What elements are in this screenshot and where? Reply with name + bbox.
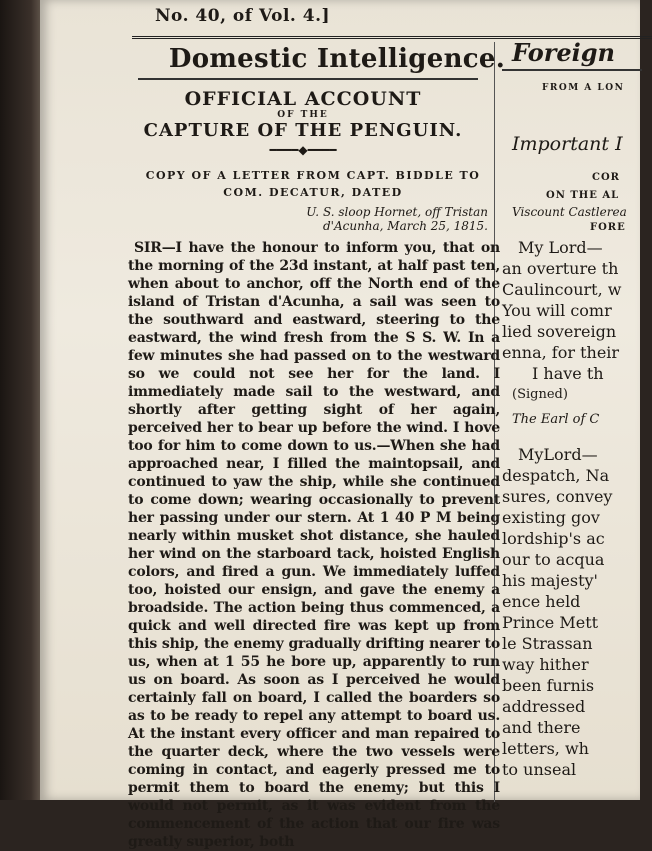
dateline xyxy=(128,205,488,233)
right-text-line: ence held xyxy=(502,592,581,611)
right-text-line: his majesty' xyxy=(502,571,598,590)
right-text-line: enna, for their xyxy=(502,343,620,362)
copy-heading xyxy=(128,167,498,201)
right-column xyxy=(502,38,642,780)
viscount-line: Viscount Castlerea xyxy=(512,205,627,219)
newspaper-page xyxy=(40,0,640,850)
right-text-line: The Earl of C xyxy=(512,412,600,427)
right-text-line: My Lord— xyxy=(518,238,603,257)
right-text-line: Caulincourt, w xyxy=(502,280,622,299)
right-text-line: (Signed) xyxy=(512,387,568,402)
ornament-rule: ━━━━◆━━━━ xyxy=(269,143,337,157)
right-text-line: existing gov xyxy=(502,508,600,527)
right-text-line: lied sovereign xyxy=(502,322,617,341)
right-text-line: our to acqua xyxy=(502,550,605,569)
right-text-line: addressed xyxy=(502,697,586,716)
dateline-2: d'Acunha, March 25, 1815. xyxy=(322,219,488,233)
body-text: SIR—I have the honour to inform you, that on the morning of the 23d instant, at half past ten, when about to anchor, off the North end of the island of Tristan d'Acunha, a sail was seen to the southward and eastward, steering to the eastward, the wind fresh from the S S. W. In a few minutes she had passed on to the westward so we could not see her for the land. I immediately made sail to the westward, and shortly after getting sight of her again, perceived her to bear up before the wind. I hove too for him to come down to us.—When she had approached near, I filled the maintopsail, and continued to yaw the ship, while she continued to come down; wearing occasionally to prevent her passing under our stern. At 1 40 P M being nearly within musket shot distance, she hauled her wind on the starboard tack, hoisted English colors, and fired a gun. We immediately luffed too, hoisted our ensign, and gave the enemy a broadside. The action being thus commenced, a quick and well directed fire was kept up from this ship, the enemy gradually drifting nearer to us, when at 1 55 he bore up, apparently to run us on board. As soon as I perceived he would certainly fall on board, I called the boarders so as to be ready to repel any attempt to board us. At the instant every officer and man repaired to the quarter deck, where the two vessels were coming in contact, and eagerly pressed me to permit them to board the enemy; but this I would not permit, as it was evident from the commencement of the action that our fire was greatly superior, both xyxy=(128,240,500,850)
right-text-lines xyxy=(502,237,642,780)
copy-line-1: COPY OF A LETTER FROM CAPT. BIDDLE TO xyxy=(145,169,481,182)
page-gutter-shadow xyxy=(0,0,44,800)
foreign-heading: Foreign xyxy=(512,38,615,67)
right-text-line: an overture th xyxy=(502,259,619,278)
department-heading: Domestic Intelligence. xyxy=(168,44,506,74)
from-line: FROM A LON xyxy=(542,83,625,93)
right-text-line: Prince Mett xyxy=(502,613,599,632)
important-subhead: Important I xyxy=(512,133,623,155)
cor-line: COR xyxy=(592,172,620,183)
right-text-line: letters, wh xyxy=(502,739,589,758)
right-text-line: sures, convey xyxy=(502,487,613,506)
headline-2: CAPTURE OF THE PENGUIN. xyxy=(143,120,463,141)
right-text-line: MyLord— xyxy=(518,445,598,464)
issue-number: No. 40, of Vol. 4.] xyxy=(155,6,331,26)
fore-line: FORE xyxy=(590,222,626,233)
left-column xyxy=(128,40,546,851)
headline-1: OFFICIAL ACCOUNT xyxy=(184,88,422,110)
right-text-line: lordship's ac xyxy=(502,529,605,548)
right-text-line: You will comr xyxy=(502,301,612,320)
on-the-line: ON THE AL xyxy=(546,190,620,201)
right-text-line: way hither xyxy=(502,655,589,674)
copy-line-2: COM. DECATUR, DATED xyxy=(223,186,403,199)
department-rule xyxy=(138,78,478,80)
right-text-line: despatch, Na xyxy=(502,466,610,485)
dateline-1: U. S. sloop Hornet, off Tristan xyxy=(306,205,488,219)
right-text-line: and there xyxy=(502,718,581,737)
right-text-line: le Strassan xyxy=(502,634,593,653)
right-text-line: been furnis xyxy=(502,676,595,695)
right-text-line: to unseal xyxy=(502,760,577,779)
foreign-rule xyxy=(502,69,642,71)
letter-body xyxy=(128,239,500,851)
headline-of-the: OF THE xyxy=(277,110,329,120)
right-text-line: I have th xyxy=(532,364,604,383)
